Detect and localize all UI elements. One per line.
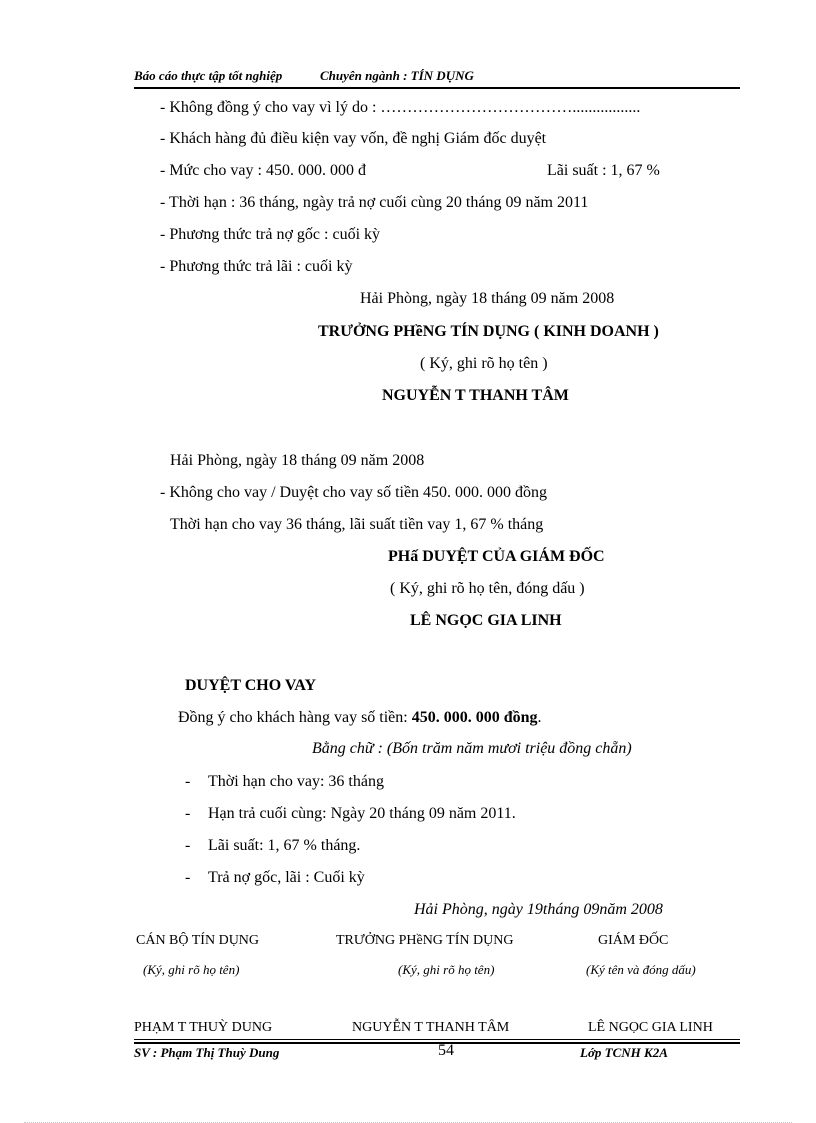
sig2-name: NGUYỄN T THANH TÂM bbox=[352, 1020, 510, 1035]
section2-signer: LÊ NGỌC GIA LINH bbox=[410, 612, 562, 629]
line-principal-method: - Phương thức trả nợ gốc : cuối kỳ bbox=[160, 226, 381, 243]
section1-date: Hải Phòng, ngày 18 tháng 09 năm 2008 bbox=[360, 290, 615, 307]
item-term: Thời hạn cho vay: 36 tháng bbox=[208, 773, 384, 790]
sig1-note: (Ký, ghi rõ họ tên) bbox=[143, 962, 240, 977]
sig1-title: CÁN BỘ TÍN DỤNG bbox=[136, 933, 260, 948]
agree-prefix: Đồng ý cho khách hàng vay số tiền: bbox=[178, 709, 408, 726]
footer-rule-top bbox=[134, 1039, 740, 1040]
section2-line1: - Không cho vay / Duyệt cho vay số tiền 450. 000. 000 đồng bbox=[160, 484, 548, 501]
section3-agree-line bbox=[178, 709, 542, 727]
section2-title: PHấ DUYỆT CỦA GIÁM ĐỐC bbox=[388, 548, 605, 565]
section2-date: Hải Phòng, ngày 18 tháng 09 năm 2008 bbox=[170, 452, 425, 469]
line-term: - Thời hạn : 36 tháng, ngày trả nợ cuối cùng 20 tháng 09 năm 2011 bbox=[160, 194, 589, 211]
sig2-note: (Ký, ghi rõ họ tên) bbox=[398, 962, 495, 977]
sig1-name: PHẠM T THUỲ DUNG bbox=[134, 1020, 273, 1035]
footer-rule-bottom bbox=[134, 1042, 740, 1044]
footer-student: SV : Phạm Thị Thuỳ Dung bbox=[134, 1045, 280, 1060]
line-loan-amount: - Mức cho vay : 450. 000. 000 đ bbox=[160, 162, 366, 179]
line-interest-method: - Phương thức trả lãi : cuối kỳ bbox=[160, 258, 353, 275]
sig3-name: LÊ NGỌC GIA LINH bbox=[588, 1020, 713, 1035]
header-left: Báo cáo thực tập tốt nghiệp bbox=[134, 68, 283, 83]
section1-title: TRƯỞNG PHềNG TÍN DỤNG ( KINH DOANH ) bbox=[318, 323, 659, 340]
section3-in-words: Bằng chữ : (Bốn trăm năm mươi triệu đồng chẵn) bbox=[312, 740, 632, 757]
section2-line2: Thời hạn cho vay 36 tháng, lãi suất tiền vay 1, 67 % tháng bbox=[170, 516, 544, 533]
item-repayment: Trả nợ gốc, lãi : Cuối kỳ bbox=[208, 869, 365, 886]
header-rule bbox=[134, 87, 740, 89]
bullet-1: - bbox=[185, 773, 191, 790]
section3-heading: DUYỆT CHO VAY bbox=[185, 677, 317, 694]
bullet-4: - bbox=[185, 869, 191, 886]
line-interest-rate: Lãi suất : 1, 67 % bbox=[547, 162, 660, 179]
section1-sign-note: ( Ký, ghi rõ họ tên ) bbox=[420, 355, 548, 372]
section2-sign-note: ( Ký, ghi rõ họ tên, đóng dấu ) bbox=[390, 580, 585, 597]
agree-suffix: . bbox=[537, 709, 542, 726]
footer-class: Lớp TCNH K2A bbox=[580, 1045, 668, 1060]
section3-date: Hải Phòng, ngày 19tháng 09năm 2008 bbox=[414, 901, 663, 918]
section1-signer: NGUYỄN T THANH TÂM bbox=[382, 387, 569, 404]
header-right: Chuyên ngành : TÍN DỤNG bbox=[320, 68, 474, 83]
page-number: 54 bbox=[438, 1042, 454, 1059]
line-reject-reason: - Không đồng ý cho vay vì lý do : ………………………………................. bbox=[160, 99, 641, 116]
item-interest: Lãi suất: 1, 67 % tháng. bbox=[208, 837, 361, 854]
sig2-title: TRƯỞNG PHềNG TÍN DỤNG bbox=[336, 933, 514, 948]
item-final-due: Hạn trả cuối cùng: Ngày 20 tháng 09 năm 2011. bbox=[208, 805, 516, 822]
agree-amount: 450. 000. 000 đồng bbox=[411, 709, 538, 726]
bullet-2: - bbox=[185, 805, 191, 822]
bullet-3: - bbox=[185, 837, 191, 854]
sig3-note: (Ký tên và đóng dấu) bbox=[586, 962, 696, 977]
sig3-title: GIÁM ĐỐC bbox=[598, 933, 669, 948]
line-eligible: - Khách hàng đủ điều kiện vay vốn, đề nghị Giám đốc duyệt bbox=[160, 130, 547, 147]
